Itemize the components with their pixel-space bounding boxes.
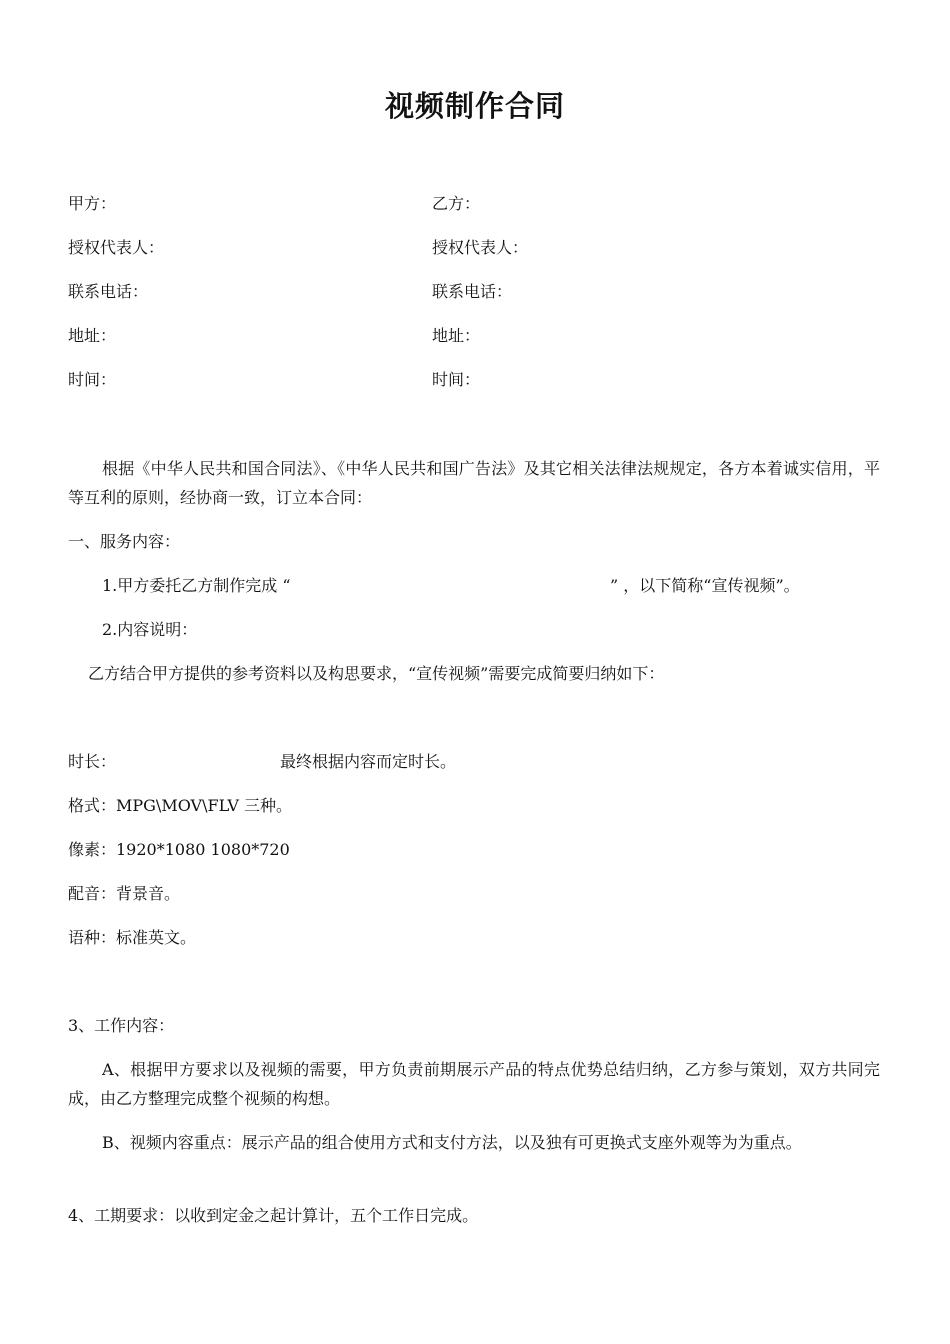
item1-suffix: ” ，以下简称“宣传视频”。 bbox=[610, 576, 800, 595]
format-line: 格式：MPG\MOV\FLV 三种。 bbox=[68, 796, 292, 815]
intro-paragraph: 根据《中华人民共和国合同法》、《中华人民共和国广告法》及其它相关法律法规规定，各方本着诚实信用，平等互利的原则，经协商一致，订立本合同： bbox=[68, 459, 880, 507]
section3-heading: 3、工作内容： bbox=[68, 1016, 175, 1035]
party-b-date: 时间： bbox=[432, 370, 481, 389]
item1-prefix: 1.甲方委托乙方制作完成 “ bbox=[102, 576, 291, 595]
party-a-representative: 授权代表人： bbox=[68, 238, 165, 257]
party-b-phone: 联系电话： bbox=[432, 282, 513, 301]
page-title: 视频制作合同 bbox=[384, 89, 565, 123]
section3-item-b: B、视频内容重点：展示产品的组合使用方式和支付方法，以及独有可更换式支座外观等为为重点。 bbox=[102, 1133, 802, 1152]
summary-line: 乙方结合甲方提供的参考资料以及构思要求，“宣传视频”需要完成简要归纳如下： bbox=[88, 664, 665, 683]
party-b-address: 地址： bbox=[432, 326, 481, 345]
party-a-date: 时间： bbox=[68, 370, 117, 389]
duration-label: 时长： bbox=[68, 752, 117, 771]
party-a-label: 甲方： bbox=[68, 194, 117, 213]
section4-line: 4、工期要求：以收到定金之起计算计，五个工作日完成。 bbox=[68, 1206, 479, 1225]
audio-line: 配音：背景音。 bbox=[68, 884, 181, 903]
resolution-line: 像素：1920*1080 1080*720 bbox=[68, 840, 290, 859]
party-a-address: 地址： bbox=[68, 326, 117, 345]
section1-heading: 一、服务内容： bbox=[68, 532, 181, 551]
item2-heading: 2.内容说明： bbox=[102, 620, 198, 639]
section3-item-a: A、根据甲方要求以及视频的需要，甲方负责前期展示产品的特点优势总结归纳，乙方参与策划，双方共同完成，由乙方整理完成整个视频的构想。 bbox=[68, 1060, 880, 1108]
duration-value: 最终根据内容而定时长。 bbox=[280, 752, 457, 771]
party-a-phone: 联系电话： bbox=[68, 282, 149, 301]
language-line: 语种：标准英文。 bbox=[68, 928, 197, 947]
party-b-label: 乙方： bbox=[432, 194, 481, 213]
party-b-representative: 授权代表人： bbox=[432, 238, 529, 257]
